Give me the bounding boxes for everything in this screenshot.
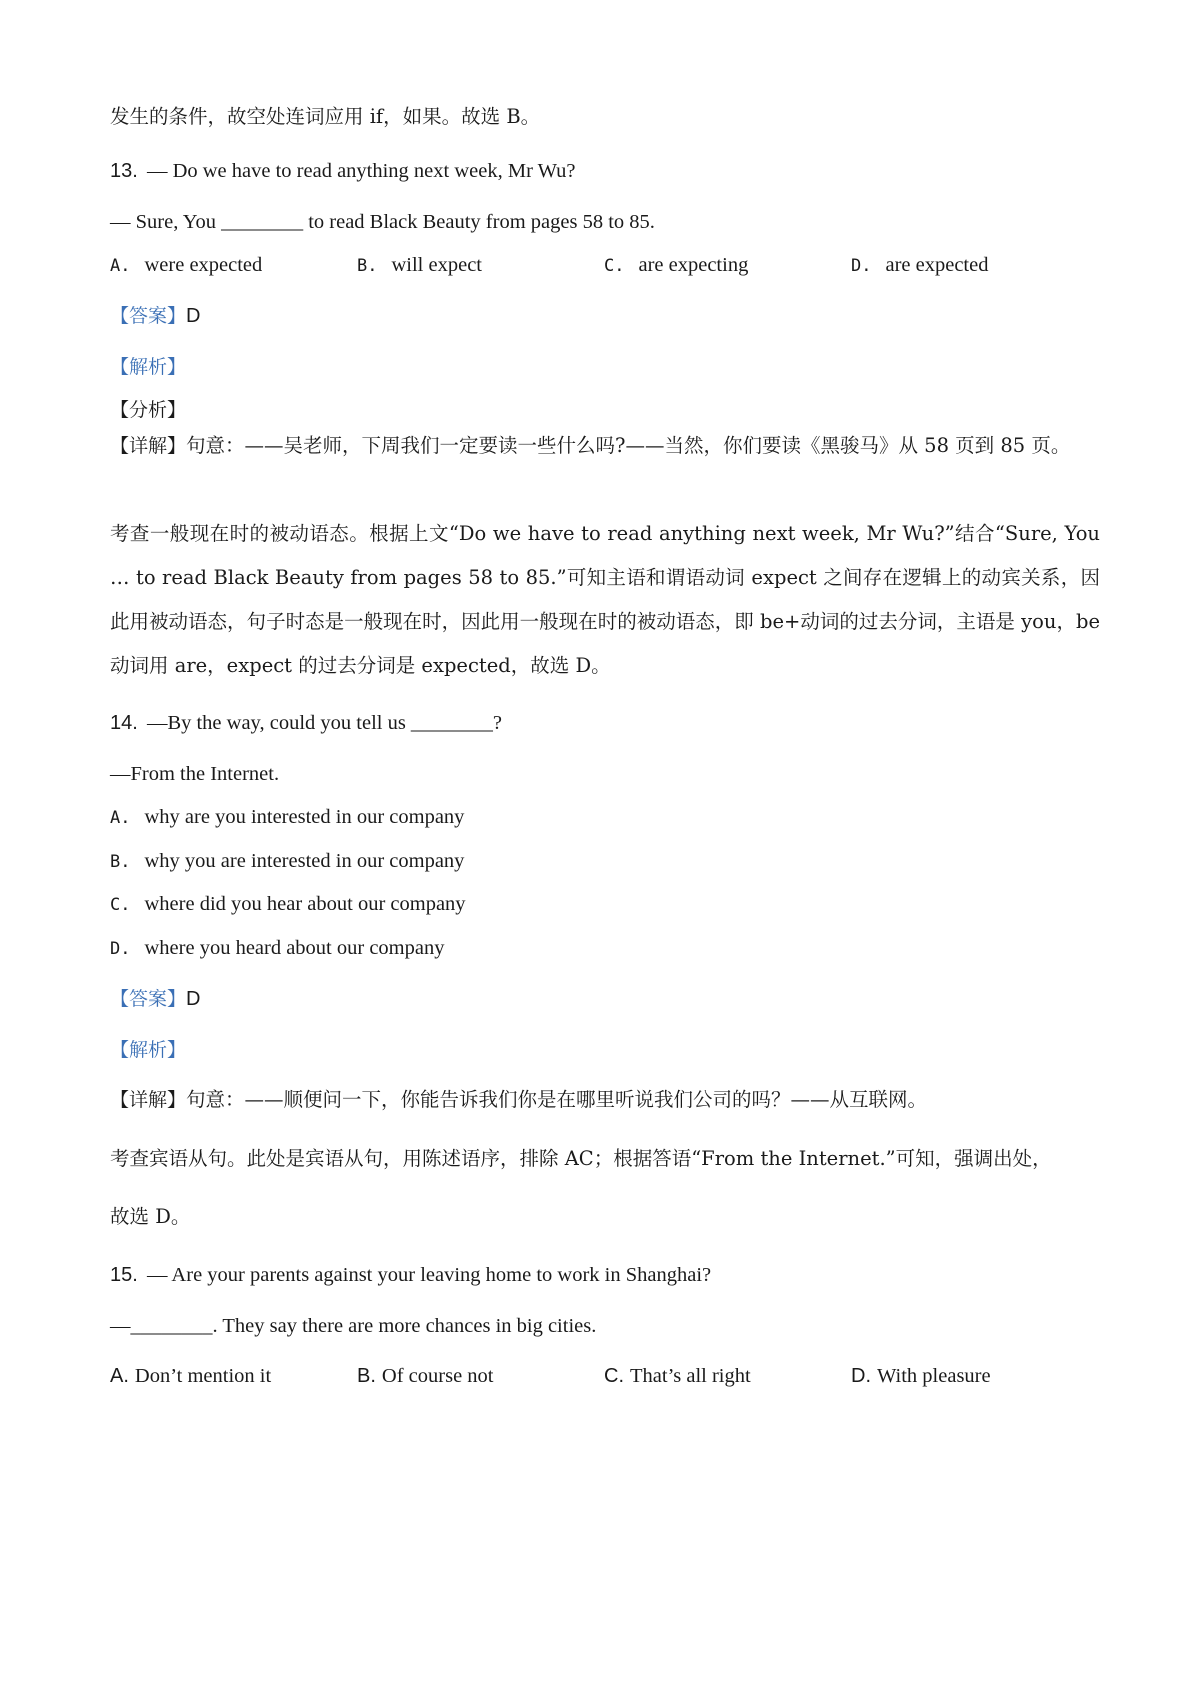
- q13-analysis: [110, 353, 186, 381]
- q15-option-b-letter: B.: [357, 1365, 376, 1387]
- q13-option-d-letter: D.: [851, 256, 872, 276]
- q14-answer-label: 【答案】: [110, 988, 187, 1010]
- q14-detail-text: 句意：——顺便问一下，你能告诉我们你是在哪里听说我们公司的吗？——从互联网。: [186, 1088, 928, 1111]
- q14-detail: [110, 1086, 927, 1114]
- q14-line1: —By the way, could you tell us ________?: [146, 712, 503, 734]
- q13-line1: — Do we have to read anything next week, Mr Wu?: [146, 160, 576, 182]
- q14-option-c: [110, 890, 466, 919]
- q13-detail-text: 句意：——吴老师，下周我们一定要读一些什么吗?——当然，你们要读《黑骏马》从 58 页到 85 页。: [186, 434, 1071, 457]
- q15-option-a-letter: A.: [110, 1365, 129, 1387]
- q14-option-b-letter: B.: [110, 852, 131, 872]
- q15-option-a: [110, 1362, 271, 1390]
- q13-detail: [110, 424, 1100, 468]
- q13-line2: — Sure, You ________ to read Black Beauty from pages 58 to 85.: [110, 211, 655, 233]
- q14-answer: [110, 985, 200, 1013]
- q15-option-b-text: Of course not: [381, 1365, 494, 1387]
- q13-prompt: [110, 157, 576, 185]
- q13-option-c-text: are expecting: [638, 254, 749, 276]
- q14-prompt: [110, 709, 502, 737]
- q15-prompt: [110, 1261, 711, 1289]
- q14-option-b: [110, 847, 464, 876]
- q15-option-c-text: That’s all right: [630, 1365, 751, 1387]
- q15-option-d-text: With pleasure: [877, 1365, 991, 1387]
- q14-option-a-letter: A.: [110, 808, 131, 828]
- q14-line2: —From the Internet.: [110, 763, 280, 785]
- q14-number: 14.: [110, 712, 138, 734]
- q14-detail-label: 【详解】: [110, 1089, 187, 1111]
- q13-option-a-text: were expected: [144, 254, 263, 276]
- q13-answer-label: 【答案】: [110, 305, 187, 327]
- q15-line1: — Are your parents against your leaving home to work in Shanghai?: [146, 1264, 712, 1286]
- q13-detail-label: 【详解】: [110, 435, 187, 457]
- q13-explanation: 考查一般现在时的被动语态。根据上文“Do we have to read anything next week, Mr Wu?”结合“Sure, You … to read Black Beauty from pages 58 to 85.”可知主语和谓语动词 expect 之间存在逻辑上的动宾关系，因此用被动语态，句子时态是一般现在时，因此用一般现在时的被动语态，即 be+动词的过去分词，主语是 you，be 动词用 are，expect 的过去分词是 expected，故选 D。: [110, 522, 1100, 677]
- q13-option-d: [851, 251, 988, 280]
- q13-option-c: [604, 251, 748, 280]
- q13-option-c-letter: C.: [604, 256, 625, 276]
- q14-option-b-text: why you are interested in our company: [144, 850, 465, 872]
- q14-explanation-line2: 故选 D。: [110, 1205, 191, 1228]
- q13-option-a: [110, 251, 262, 280]
- q14-option-d-text: where you heard about our company: [144, 937, 445, 959]
- q13-option-d-text: are expected: [885, 254, 989, 276]
- q13-option-b-text: will expect: [391, 254, 482, 276]
- q14-option-d-letter: D.: [110, 939, 131, 959]
- q13-fenxi-label: 【分析】: [110, 399, 187, 421]
- q13-answer-value: D: [186, 305, 201, 327]
- q15-number: 15.: [110, 1264, 138, 1286]
- q15-option-a-text: Don’t mention it: [134, 1365, 272, 1387]
- q15-option-d: [851, 1362, 991, 1390]
- q14-option-d: [110, 934, 444, 963]
- q14-option-a: [110, 803, 464, 832]
- q13-analysis-label: 【解析】: [110, 356, 187, 378]
- q13-option-a-letter: A.: [110, 256, 131, 276]
- q15-option-c: [604, 1362, 751, 1390]
- q13-option-b-letter: B.: [357, 256, 378, 276]
- q13-number: 13.: [110, 160, 138, 182]
- q15-option-c-letter: C.: [604, 1365, 624, 1387]
- q13-answer: [110, 302, 200, 330]
- q15-option-b: [357, 1362, 494, 1390]
- q14-answer-value: D: [186, 988, 201, 1010]
- q14-analysis: [110, 1036, 186, 1064]
- q14-option-c-letter: C.: [110, 895, 131, 915]
- q15-line2: —________. They say there are more chances in big cities.: [110, 1315, 597, 1337]
- q14-analysis-label: 【解析】: [110, 1039, 187, 1061]
- q13-option-b: [357, 251, 482, 280]
- q13-fenxi: [110, 396, 186, 424]
- q15-option-d-letter: D.: [851, 1365, 871, 1387]
- q14-explanation-line1: 考查宾语从句。此处是宾语从句，用陈述语序，排除 AC；根据答语“From the Internet.”可知，强调出处，: [110, 1147, 1052, 1170]
- q14-option-c-text: where did you hear about our company: [144, 893, 466, 915]
- intro-line: 发生的条件，故空处连词应用 if，如果。故选 B。: [110, 105, 541, 128]
- q14-option-a-text: why are you interested in our company: [144, 806, 465, 828]
